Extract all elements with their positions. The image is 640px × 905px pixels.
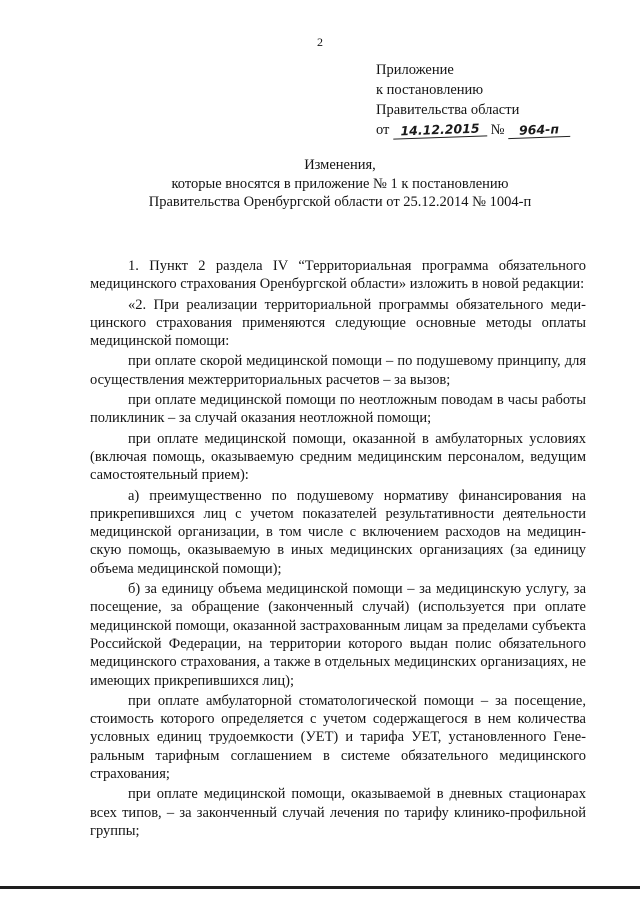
title-line: Правительства Оренбургской области от 25.12.2014 № 1004-п <box>148 194 532 210</box>
annex-line: к постановлению <box>376 82 484 98</box>
scan-edge-line <box>0 886 640 889</box>
title-heading: Изменения, <box>304 157 376 173</box>
number-sign: № <box>490 122 505 138</box>
annex-date-row <box>376 120 626 140</box>
handwritten-date: 14.12.2015 <box>393 120 488 139</box>
body-paragraph: 1. Пункт 2 раздела IV “Территориальная программа обязательного медицинского страхования Оренбургской области» изложить в новой редакции: <box>90 258 586 293</box>
document-body <box>90 257 586 842</box>
annex-header <box>376 60 626 140</box>
body-paragraph: а) преимущественно по подушевому нормативу финансирования на прикрепившихся лиц с учетом показателей результативности деятельности медицинской организации, в том числе с включением расходов на медицинскую помощь, оказываемую в иных медицинских организациях (за единицу объема медицинской помощи); <box>90 487 586 577</box>
annex-line: Приложение <box>376 62 454 78</box>
document-title <box>40 156 640 212</box>
body-paragraph: при оплате скорой медицинской помощи – по подушевому принципу, для осуществления межтерриториальных расчетов – за вызов; <box>90 353 586 388</box>
body-paragraph: при оплате медицинской помощи, оказываемой в дневных стационарах всех типов, – за законченный случай лечения по тарифу клинико-профильной группы; <box>90 786 586 839</box>
body-paragraph: при оплате медицинской помощи, оказанной в амбулаторных условиях (включая помощь, оказываемую средним медицинским персоналом, ведущим самостоятельный прием): <box>90 430 586 484</box>
body-paragraph: б) за единицу объема медицинской помощи – за медицинскую услугу, за посещение, за обращение (законченный случай) (используется при оплате медицинской помощи, оказанной застрахованным лицам за пределами субъекта Российской Федерации, на территории которого выдан полис обязательного медицинского страхования, а также в отдельных медицинских организациях, не имеющих прикрепившихся лиц); <box>90 581 586 689</box>
body-paragraph: при оплате медицинской помощи по неотложным поводам в часы работы поликлиник – за случай оказания неотложной помощи; <box>90 392 586 427</box>
body-paragraph: при оплате амбулаторной стоматологической помощи – за посещение, стоимость которого определяется с учетом содержащегося в нем количества условных единиц трудоемкости (УЕТ) и тарифа УЕТ, установленного Генеральным тарифным соглашением в системе обязательного медицинского страхования; <box>90 692 586 783</box>
annex-line: Правительства области <box>376 102 520 118</box>
title-line: которые вносятся в приложение № 1 к постановлению <box>171 175 509 192</box>
handwritten-number: 964-п <box>508 121 571 139</box>
body-paragraph: «2. При реализации территориальной программы обязательного медицинского страхования применяются следующие основные методы оплаты медицинской помощи: <box>90 296 586 350</box>
page-number: 2 <box>317 35 323 49</box>
date-prefix: от <box>376 122 390 138</box>
